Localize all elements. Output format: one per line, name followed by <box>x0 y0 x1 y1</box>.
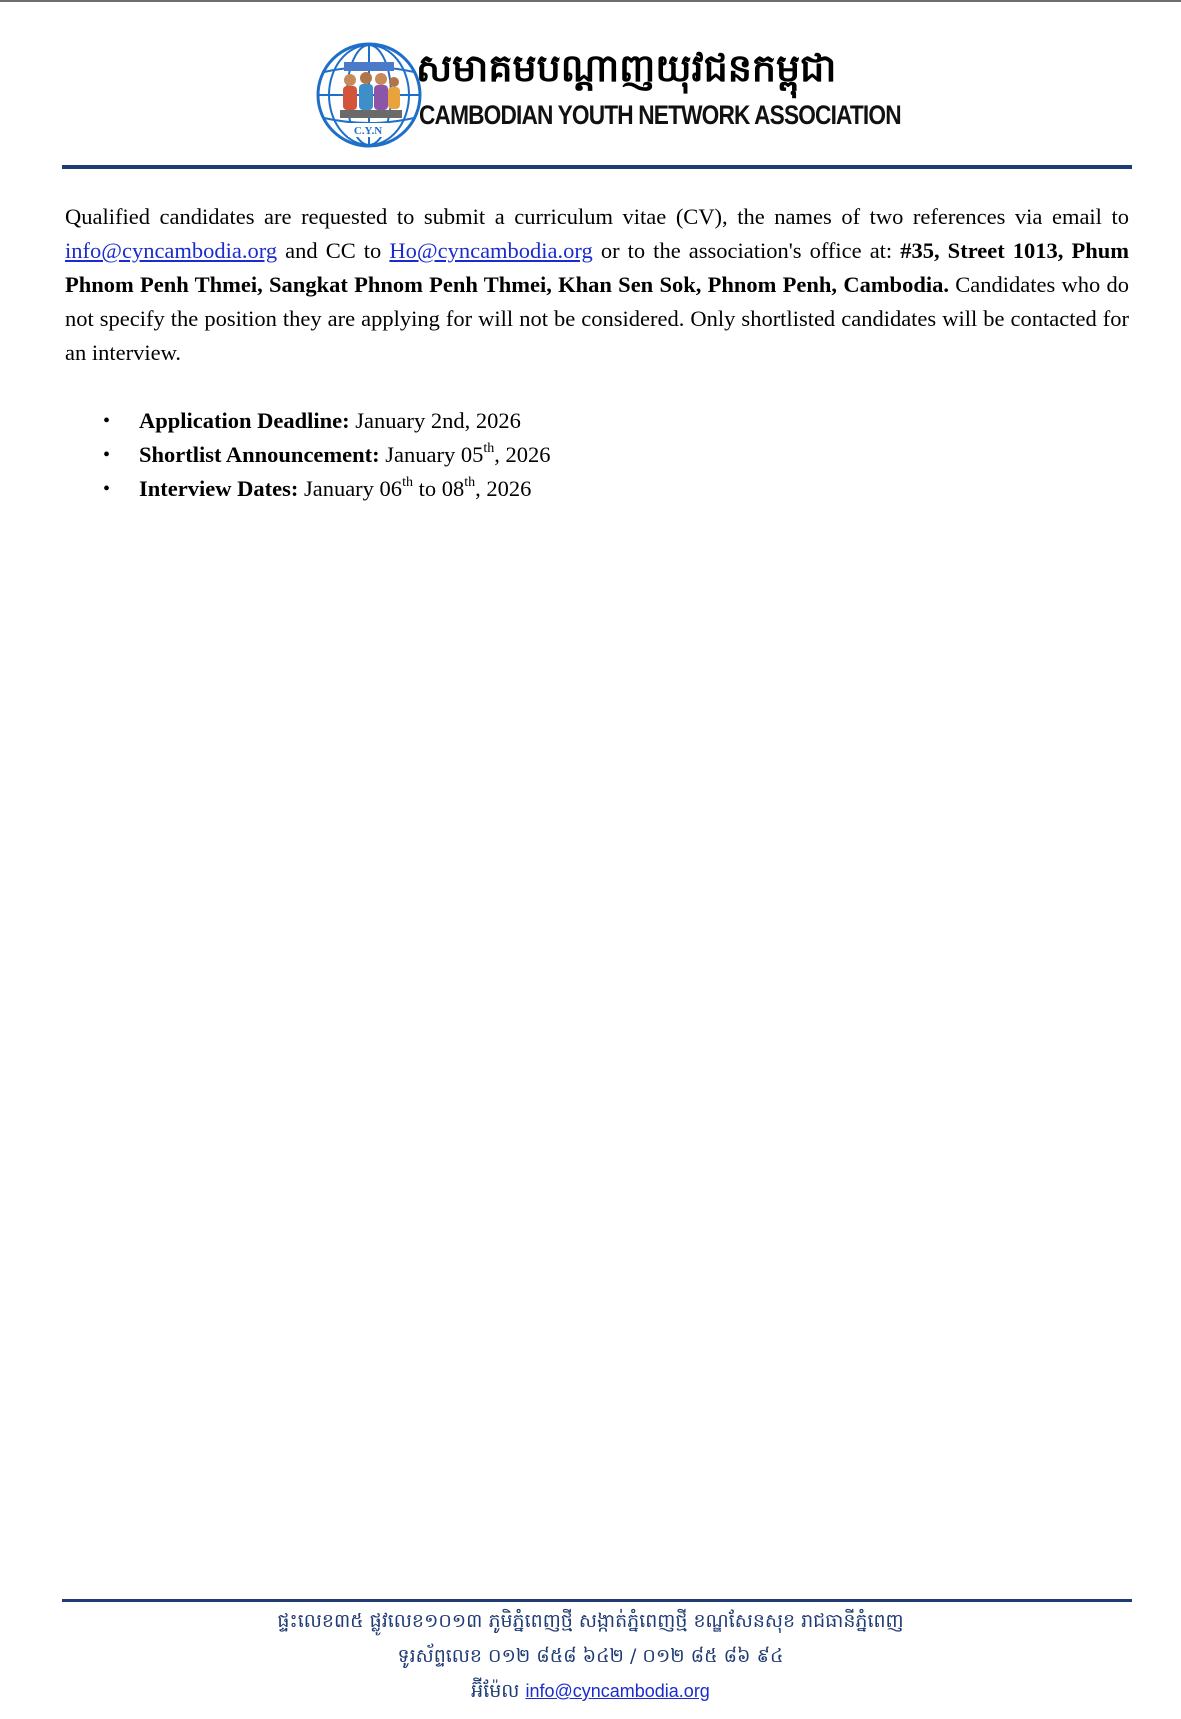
org-name-english: CAMBODIAN YOUTH NETWORK ASSOCIATION <box>419 100 901 130</box>
logo-initials: C.Y.N <box>353 125 383 137</box>
page-top-edge <box>0 0 1181 2</box>
bullet-icon: • <box>103 410 111 432</box>
deadline-value: January 2nd, 2026 <box>355 408 521 433</box>
footer-email-label: អ៊ីម៉ែល <box>471 1680 526 1702</box>
list-item <box>65 472 1129 506</box>
footer-email-link[interactable]: info@cyncambodia.org <box>525 1681 710 1701</box>
office-address: #35, Street 1013, Phum Phnom Penh Thmei, Sangkat Phnom Penh Thmei, Khan Sen Sok, Phnom Penh, Cambodia. <box>65 238 1129 297</box>
list-item <box>65 404 1129 438</box>
cc-email-link[interactable]: Ho@cyncambodia.org <box>389 238 593 263</box>
letterhead <box>0 38 1181 154</box>
consideration-note: Candidates who do not specify the position they are applying for will not be considered. Only shortlisted candidates will be contacted for an interview. <box>65 272 1129 365</box>
header-divider <box>62 165 1132 169</box>
footer <box>0 1604 1181 1709</box>
footer-address: ផ្ទះលេខ៣៥ ផ្លូវលេខ១០១៣ ភូមិភ្នំពេញថ្មី សង្កាត់ភ្នំពេញថ្មី ខណ្ឌសែនសុខ រាជធានីភ្នំពេញ <box>277 1610 904 1632</box>
intro-text: Qualified candidates are requested to submit a curriculum vitae (CV), the names of two references via email to <box>65 204 1129 229</box>
cyn-globe-logo <box>314 40 424 150</box>
shortlist-value: January 05th, 2026 <box>385 440 551 467</box>
bullet-icon: • <box>103 478 111 500</box>
footer-divider <box>62 1599 1132 1602</box>
document-body <box>65 200 1129 506</box>
deadline-label: Application Deadline: <box>139 408 350 433</box>
list-item <box>65 438 1129 472</box>
interview-value: January 06th to 08th, 2026 <box>303 474 532 501</box>
interview-label: Interview Dates: <box>139 476 299 501</box>
shortlist-label: Shortlist Announcement: <box>139 442 380 467</box>
cc-text: and CC to <box>277 238 390 263</box>
bullet-icon: • <box>103 444 111 466</box>
office-intro-text: or to the association's office at: <box>592 238 901 263</box>
application-instructions <box>65 200 1129 370</box>
footer-email-line <box>0 1674 1181 1709</box>
schedule-list <box>65 404 1129 506</box>
footer-phone: ទូរស័ព្ទលេខ ០១២ ៨៥៨ ៦៤២ / ០១២ ៨៥ ៨៦ ៩៤ <box>397 1645 784 1667</box>
primary-email-link[interactable]: info@cyncambodia.org <box>65 238 278 263</box>
org-name-khmer: សមាគមបណ្ដាញយុវជនកម្ពុជា <box>416 46 837 90</box>
youth-figures <box>340 72 402 118</box>
